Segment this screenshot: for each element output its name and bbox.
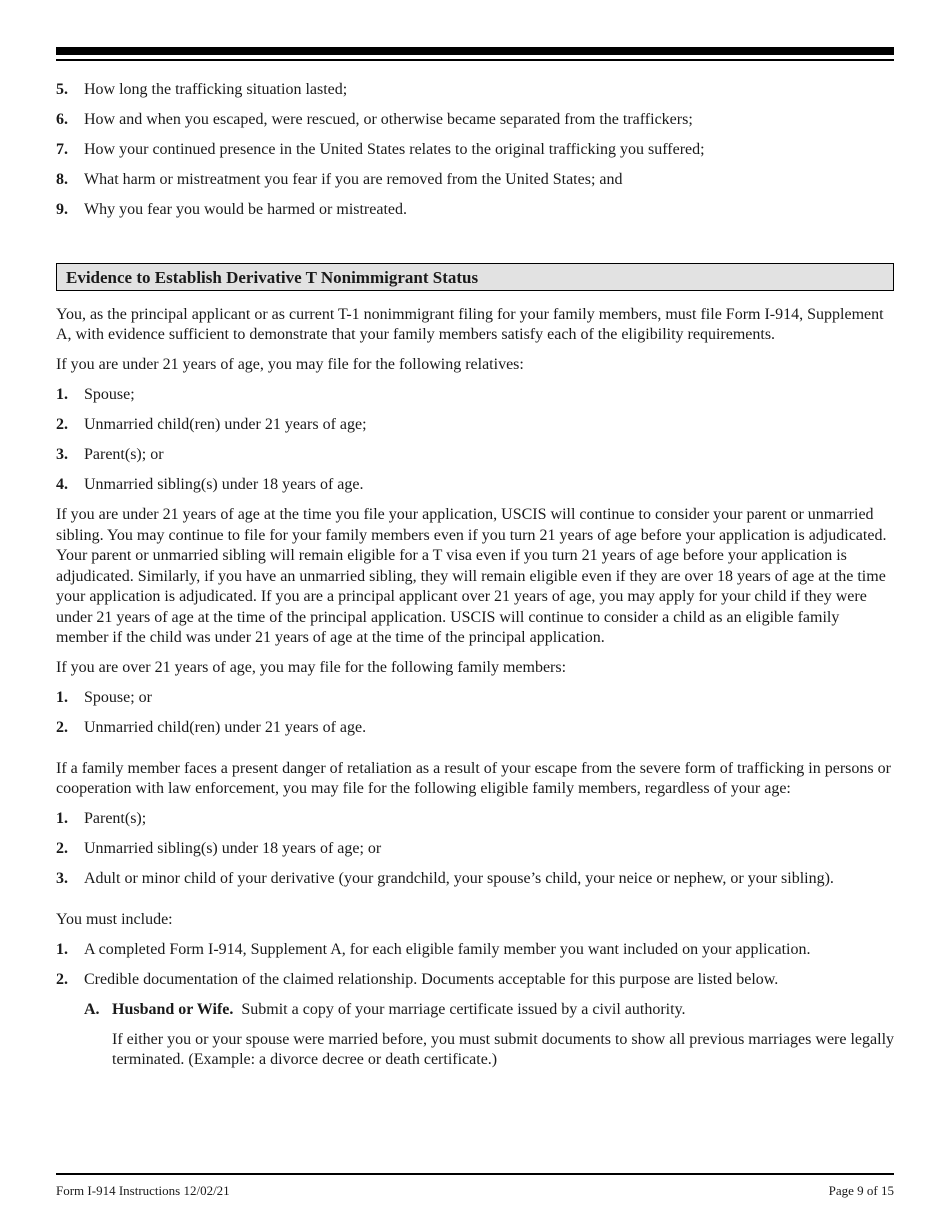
item-text: Unmarried sibling(s) under 18 years of age. (84, 476, 364, 493)
list-item (56, 869, 894, 890)
item-number: 2. (56, 970, 68, 988)
sub-item-letter: A. (84, 1000, 100, 1018)
list-item (56, 970, 894, 991)
item-number: 1. (56, 940, 68, 958)
item-number: 1. (56, 810, 68, 827)
item-text: Unmarried child(ren) under 21 years of age. (84, 719, 367, 736)
list-item (56, 809, 894, 830)
item-text: How your continued presence in the United States relates to the original trafficking you suffered; (84, 141, 705, 158)
sub-item-lead: Husband or Wife. (112, 1000, 234, 1018)
danger-intro: If a family member faces a present danger of retaliation as a result of your escape from the severe form of trafficking in persons or cooperation with law enforcement, you may file for the following eligible family members, regardless of your age: (56, 759, 891, 797)
page-content (56, 80, 894, 1080)
item-number: 3. (56, 870, 68, 887)
list-item (56, 200, 894, 221)
item-number: 3. (56, 446, 68, 463)
item-number: 5. (56, 81, 68, 98)
list-item (56, 475, 894, 496)
item-text: Parent(s); or (84, 446, 164, 463)
list-item (56, 688, 894, 709)
item-text: Parent(s); (84, 810, 147, 827)
list-item (56, 940, 894, 961)
list-item (56, 80, 894, 101)
footer-rule (56, 1173, 894, 1175)
footer-form-name: Form I-914 Instructions 12/02/21 (56, 1183, 230, 1198)
under21-note: If you are under 21 years of age at the time you file your application, USCIS will continue to consider your parent or unmarried sibling. You may continue to file for your family members even if you turn 21 years of age before your application is adjudicated. Your parent or unmarried sibling will remain eligible for a T visa even if you turn 21 years of age before your application is adjudicated. Similarly, if you have an unmarried sibling, they will remain eligible even if they are over 18 years of age at the time your application is adjudicated. If you are a principal applicant over 21 years of age, you may apply for your child if they were under 21 years of age at the time of the principal application. USCIS will continue to consider a child as an eligible family member if the child was under 21 years of age at the time of the principal application. (56, 506, 887, 646)
item-text: A completed Form I-914, Supplement A, for each eligible family member you want included on your application. (84, 940, 811, 958)
item-number: 2. (56, 416, 68, 433)
item-number: 9. (56, 201, 68, 218)
list-item (56, 110, 894, 131)
section-title: Evidence to Establish Derivative T Nonimmigrant Status (56, 263, 894, 291)
header-rule-thick (56, 47, 894, 55)
item-text: How long the trafficking situation lasted; (84, 81, 348, 98)
sub-item-text: Submit a copy of your marriage certificate issued by a civil authority. (241, 1000, 686, 1018)
header-rule-thin (56, 59, 894, 61)
over21-intro: If you are over 21 years of age, you may file for the following family members: (56, 659, 567, 676)
footer-page-number: Page 9 of 15 (828, 1183, 894, 1198)
item-number: 2. (56, 840, 68, 857)
item-number: 1. (56, 386, 68, 403)
item-number: 4. (56, 476, 68, 493)
item-number: 2. (56, 719, 68, 736)
item-text: What harm or mistreatment you fear if you are removed from the United States; and (84, 171, 623, 188)
list-item (56, 415, 894, 436)
item-text: Spouse; or (84, 689, 152, 706)
item-text: Why you fear you would be harmed or mistreated. (84, 201, 408, 218)
sub-list-item (56, 1000, 894, 1021)
item-text: Unmarried sibling(s) under 18 years of age; or (84, 840, 382, 857)
item-number: 1. (56, 689, 68, 706)
item-number: 6. (56, 111, 68, 128)
list-item (56, 170, 894, 191)
under21-intro: If you are under 21 years of age, you may file for the following relatives: (56, 356, 524, 373)
list-item (56, 718, 894, 739)
item-text: Unmarried child(ren) under 21 years of age; (84, 416, 367, 433)
item-text: Adult or minor child of your derivative (your grandchild, your spouse’s child, your neice or nephew, or your sibling). (84, 870, 834, 887)
item-number: 8. (56, 171, 68, 188)
list-item (56, 385, 894, 406)
list-item (56, 839, 894, 860)
section-intro: You, as the principal applicant or as current T-1 nonimmigrant filing for your family members, must file Form I-914, Supplement A, with evidence sufficient to demonstrate that your family members satisfy each of the eligibility requirements. (56, 305, 884, 343)
item-text: Credible documentation of the claimed relationship. Documents acceptable for this purpose are listed below. (84, 970, 779, 988)
item-text: Spouse; (84, 386, 135, 403)
list-item (56, 140, 894, 161)
must-include-intro: You must include: (56, 910, 173, 928)
item-number: 7. (56, 141, 68, 158)
item-text: How and when you escaped, were rescued, or otherwise became separated from the traffickers; (84, 111, 693, 128)
list-item (56, 445, 894, 466)
sub-item-note: If either you or your spouse were married before, you must submit documents to show all previous marriages were legally terminated. (Example: a divorce decree or death certificate.) (112, 1030, 895, 1068)
